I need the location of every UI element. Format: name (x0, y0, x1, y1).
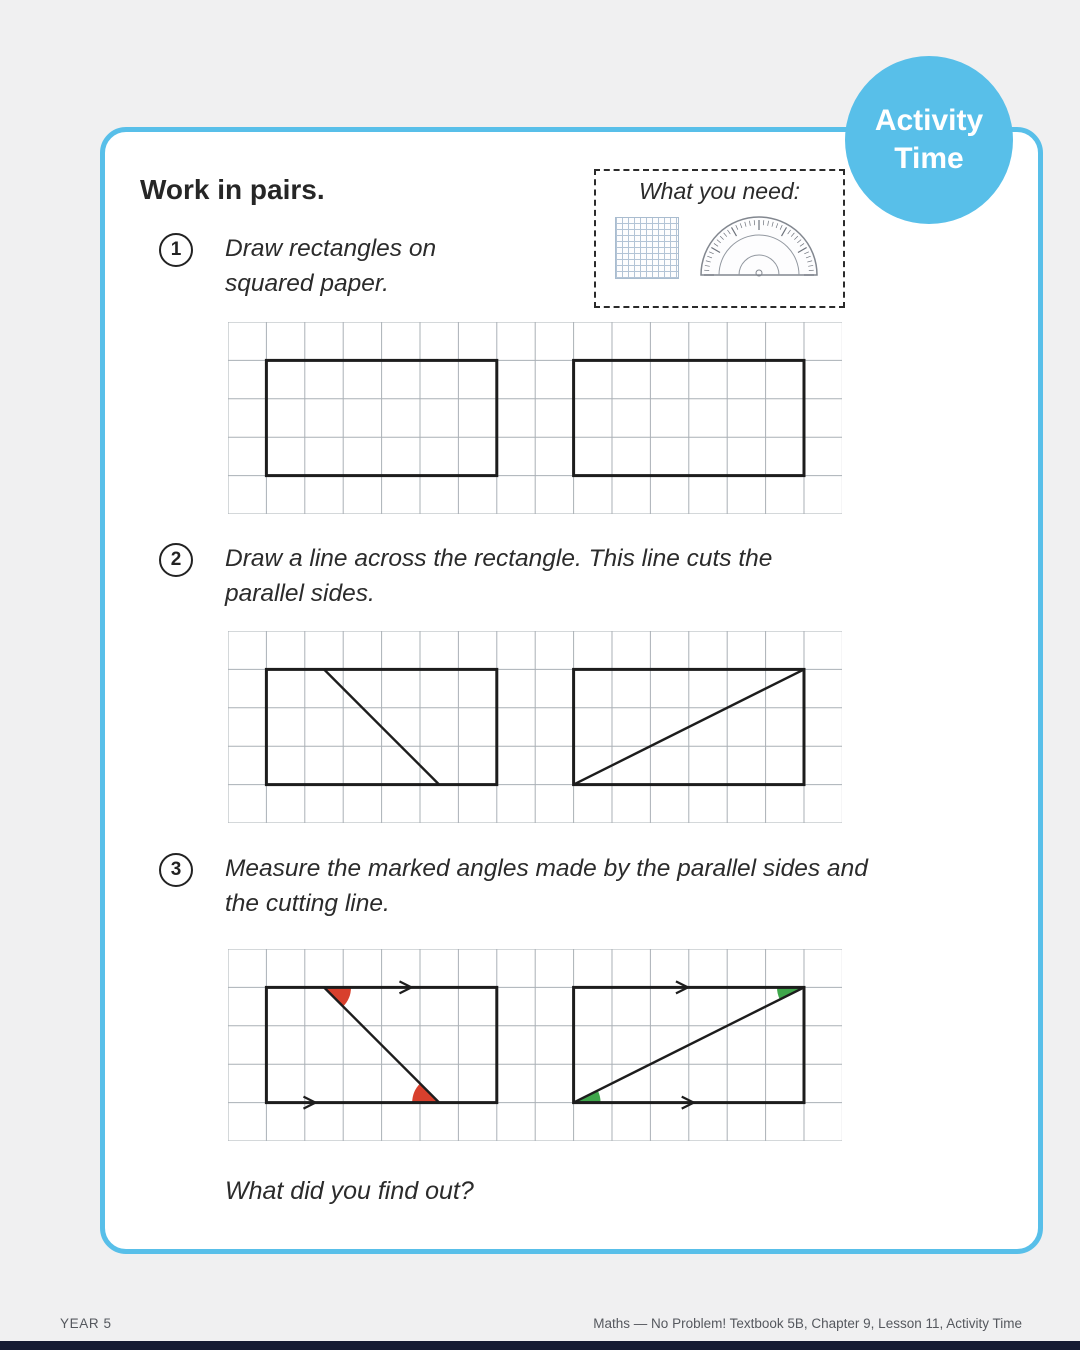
step-2-number-label: 2 (170, 549, 182, 570)
footer-reference: Maths — No Problem! Textbook 5B, Chapter 9, Lesson 11, Activity Time (593, 1316, 1022, 1331)
step-2-number (159, 543, 193, 577)
what-you-need-icons (615, 213, 825, 279)
what-you-need-label: What you need: (638, 178, 801, 204)
grid-figure-rectangles (228, 322, 843, 514)
step-1-number (159, 233, 193, 267)
grid-figure-cut-lines (228, 631, 843, 823)
step-3-number-label: 3 (170, 859, 182, 880)
step-2-text: Draw a line across the rectangle. This line cuts the parallel sides. (225, 545, 773, 608)
step-1-number-label: 1 (170, 239, 182, 260)
squared-paper-icon (615, 217, 679, 279)
page-title: Work in pairs. (140, 174, 325, 205)
step-1-text: Draw rectangles on squared paper. (225, 235, 437, 298)
activity-time-badge (845, 56, 1013, 224)
step-3-text: Measure the marked angles made by the parallel sides and the cutting line. (225, 855, 868, 918)
badge-line-1: Activity (874, 103, 984, 137)
protractor-icon (693, 213, 825, 279)
badge-line-2: Time (894, 142, 964, 175)
footer-year: YEAR 5 (60, 1316, 112, 1331)
grid-figure-marked-angles (228, 949, 843, 1141)
what-you-need-box (594, 169, 845, 308)
bottom-bar (0, 1341, 1080, 1350)
question-text: What did you find out? (225, 1177, 474, 1205)
step-3-number (159, 853, 193, 887)
